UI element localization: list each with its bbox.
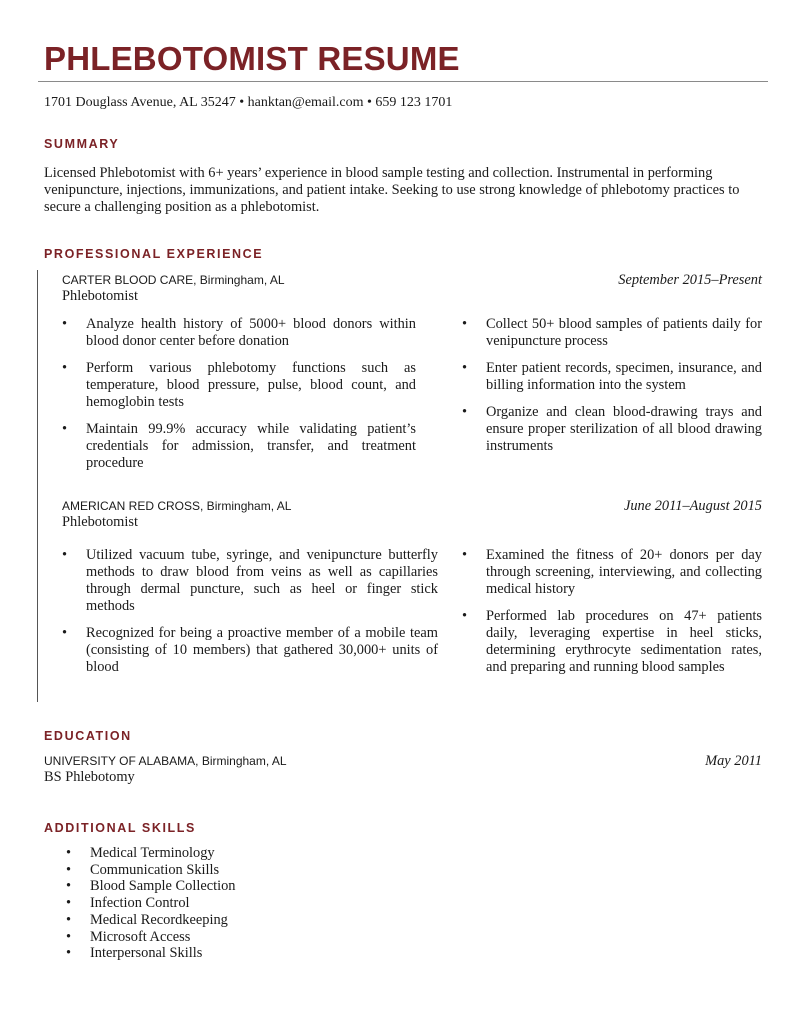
- skill-item: • Interpersonal Skills: [44, 945, 444, 962]
- list-item: • Perform various phlebotomy functions such as temperature, blood pressure, pulse, blood count, and hemoglobin tests: [62, 360, 416, 411]
- education-degree: BS Phlebotomy: [44, 769, 135, 785]
- job-date: September 2015–Present: [618, 272, 762, 288]
- list-item: • Examined the fitness of 20+ donors per day through screening, interviewing, and collecting medical history: [462, 547, 762, 598]
- resume-title: PHLEBOTOMIST RESUME: [44, 40, 460, 77]
- job-bullets-right: [462, 547, 762, 686]
- skills-list: [44, 845, 444, 962]
- job-role: Phlebotomist: [62, 288, 138, 304]
- job-role: Phlebotomist: [62, 514, 138, 530]
- list-item: • Recognized for being a proactive member of a mobile team (consisting of 10 members) that gathered 30,000+ units of blood: [62, 625, 438, 676]
- skill-item: • Blood Sample Collection: [44, 878, 444, 895]
- list-item: • Collect 50+ blood samples of patients daily for venipuncture process: [462, 316, 762, 350]
- list-item: • Maintain 99.9% accuracy while validating patient’s credentials for admission, transfer, and treatment procedure: [62, 421, 416, 472]
- job-bullets-left: [62, 316, 416, 482]
- contact-info: 1701 Douglass Avenue, AL 35247 • hanktan@email.com • 659 123 1701: [44, 95, 453, 110]
- list-item: • Organize and clean blood-drawing trays and ensure proper sterilization of all blood drawing instruments: [462, 404, 762, 455]
- list-item: • Performed lab procedures on 47+ patients daily, leveraging expertise in heel sticks, determining erythrocyte sedimentation rates, and preparing and running blood samples: [462, 608, 762, 676]
- job-org: CARTER BLOOD CARE, Birmingham, AL: [62, 273, 285, 287]
- experience-heading: PROFESSIONAL EXPERIENCE: [44, 247, 264, 261]
- title-divider: [38, 81, 768, 82]
- skill-item: • Infection Control: [44, 895, 444, 912]
- job-bullets-right: [462, 316, 762, 465]
- education-heading: EDUCATION: [44, 729, 132, 743]
- job-date: June 2011–August 2015: [623, 498, 762, 514]
- skill-item: • Medical Terminology: [44, 845, 444, 862]
- job-bullets-left: [62, 547, 438, 686]
- education-org: UNIVERSITY OF ALABAMA, Birmingham, AL: [44, 754, 287, 768]
- list-item: • Enter patient records, specimen, insurance, and billing information into the system: [462, 360, 762, 394]
- skill-item: • Communication Skills: [44, 862, 444, 879]
- list-item: • Utilized vacuum tube, syringe, and venipuncture butterfly methods to draw blood from veins as well as capillaries through dermal puncture, such as heel or finger stick methods: [62, 547, 438, 615]
- skills-heading: ADDITIONAL SKILLS: [44, 821, 196, 835]
- skill-item: • Microsoft Access: [44, 929, 444, 946]
- list-item: • Analyze health history of 5000+ blood donors within blood donor center before donation: [62, 316, 416, 350]
- skill-item: • Medical Recordkeeping: [44, 912, 444, 929]
- summary-heading: SUMMARY: [44, 137, 120, 151]
- job-org: AMERICAN RED CROSS, Birmingham, AL: [62, 499, 292, 513]
- summary-text: Licensed Phlebotomist with 6+ years’ experience in blood sample testing and collection. Instrumental in performing venipuncture, injections, immunizations, and patient intake. Seeking to use strong knowledge of phlebotomy practices to secure a challenging position as a phlebotomist.: [44, 165, 740, 215]
- education-date: May 2011: [705, 753, 762, 769]
- experience-side-line: [37, 270, 38, 702]
